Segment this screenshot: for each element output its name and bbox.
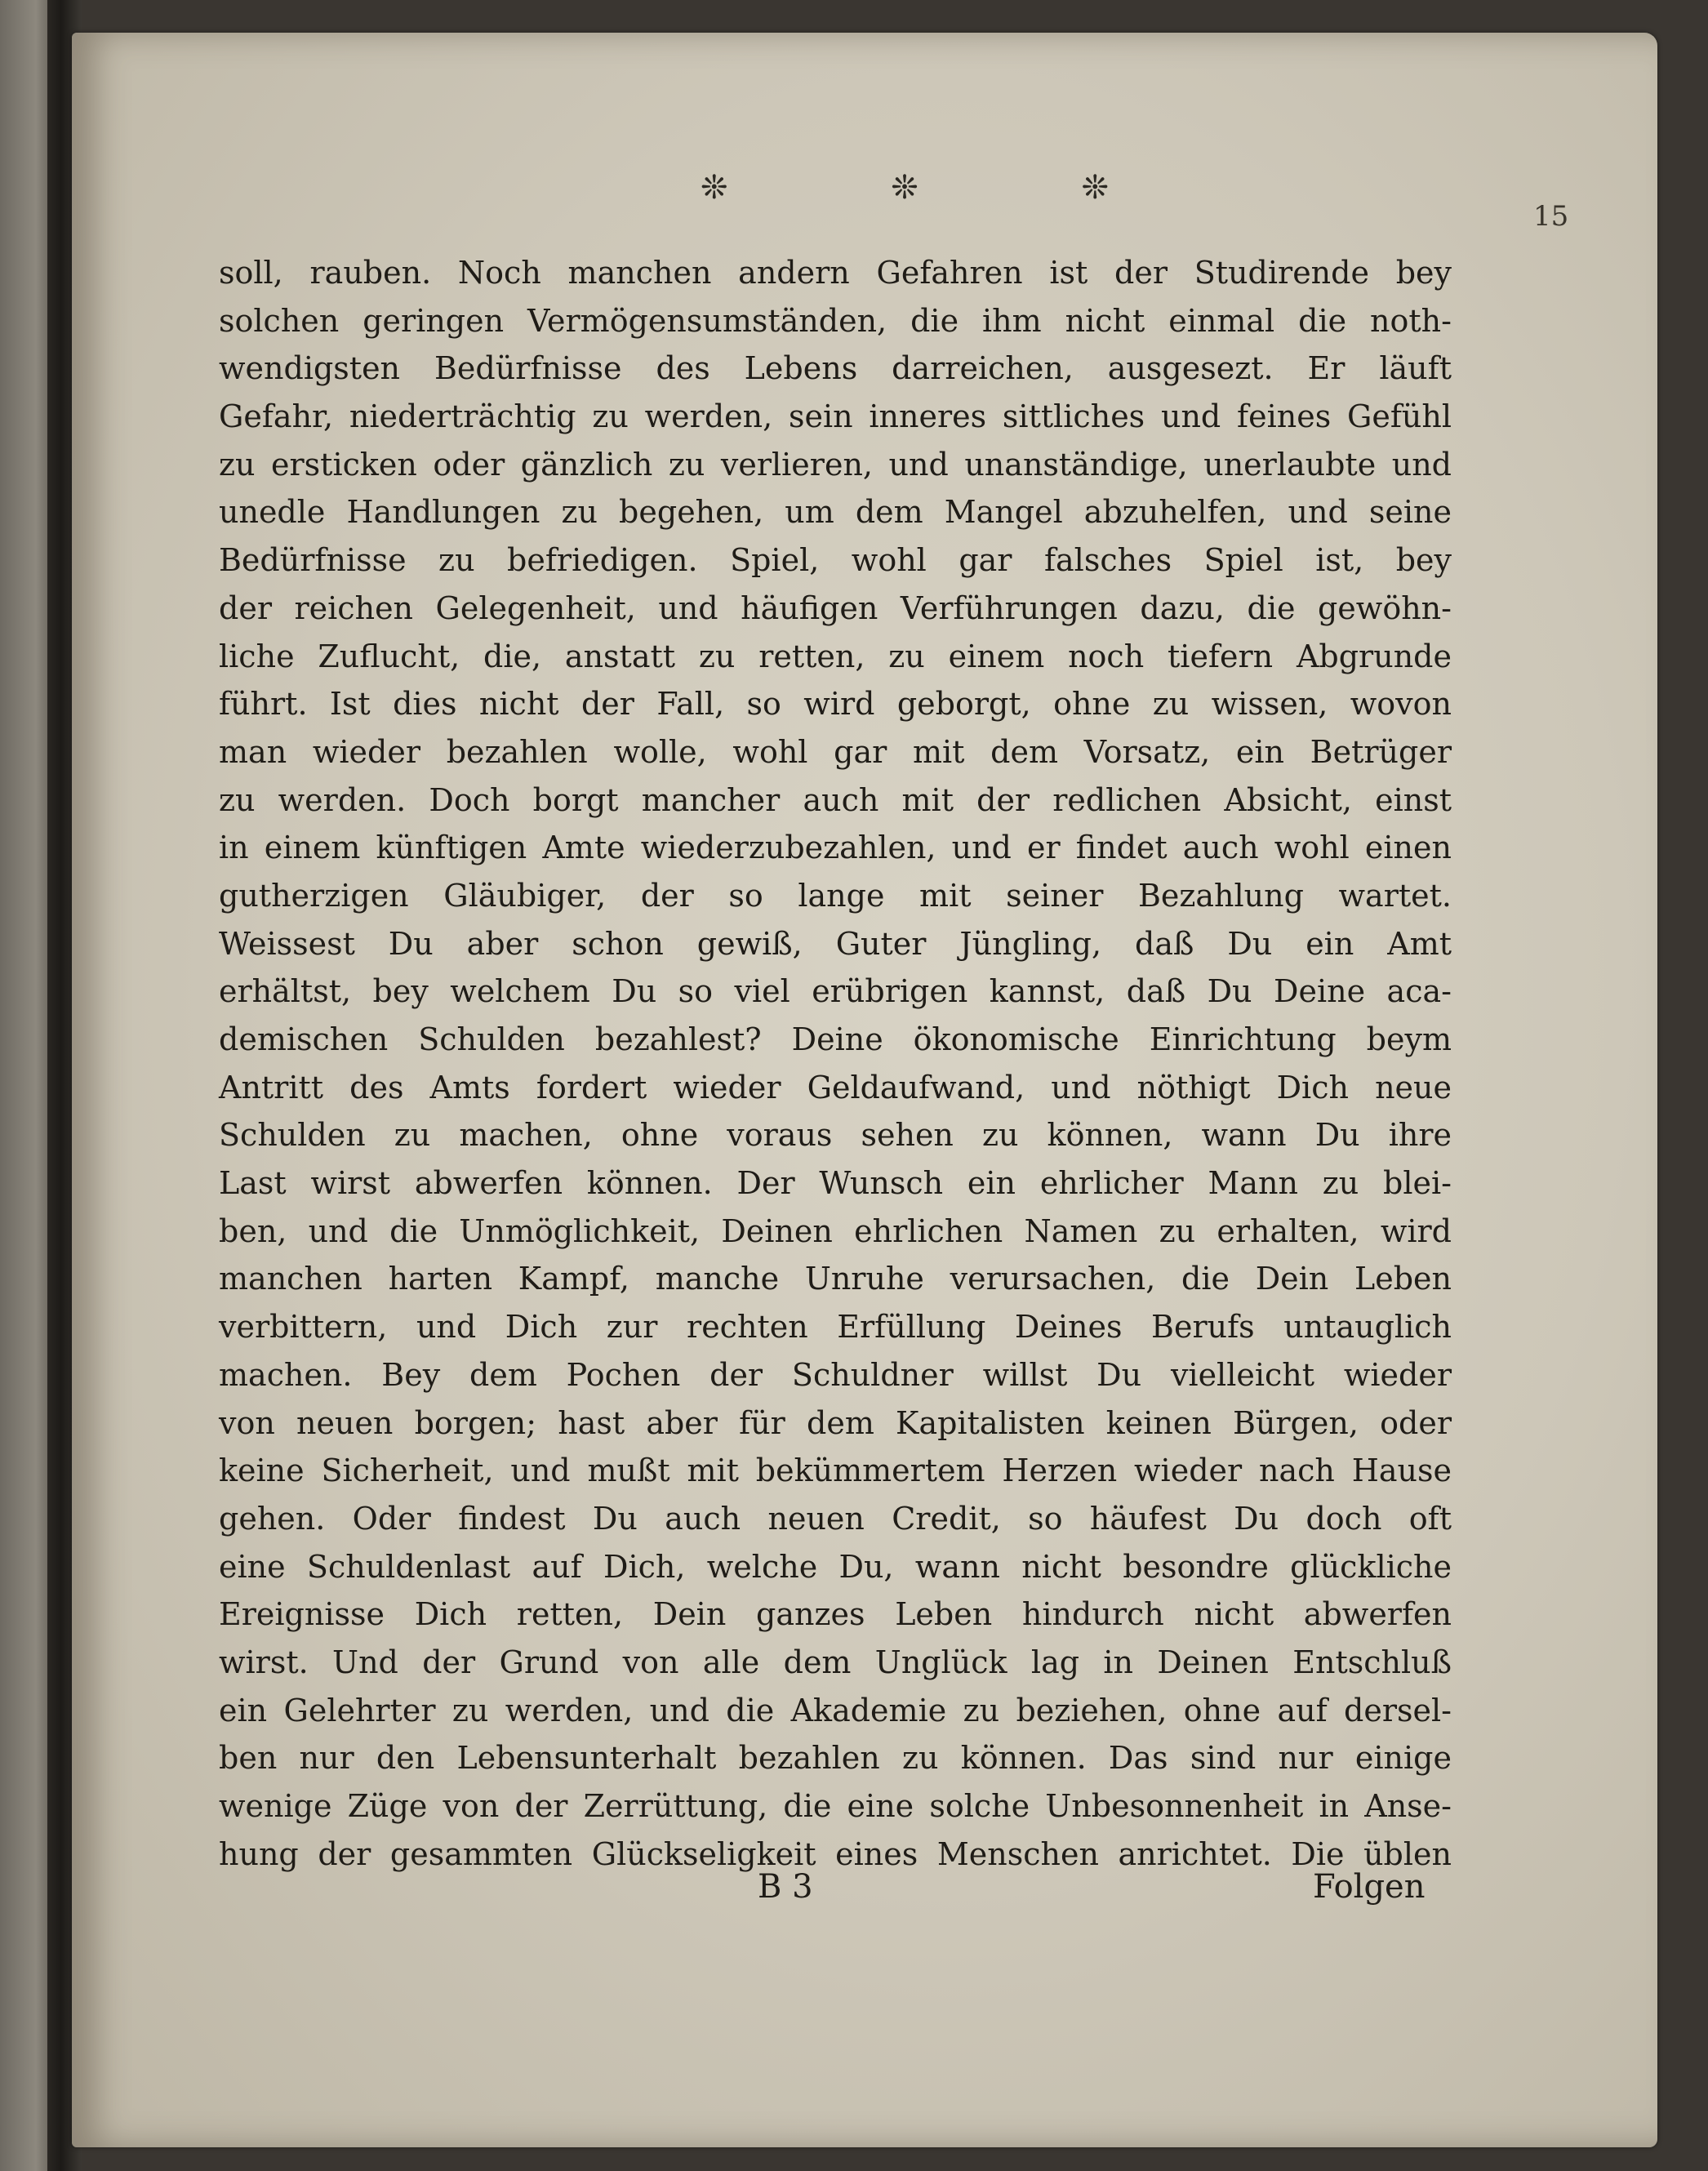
text-line: ben nur den Lebensunterhalt bezahlen zu können. Das sind nur einige (219, 1740, 1452, 1777)
text-line: wendigsten Bedürfnisse des Lebens darreichen, ausgesezt. Er läuft (219, 350, 1452, 387)
text-line: machen. Bey dem Pochen der Schuldner willst Du vielleicht wieder (219, 1356, 1452, 1393)
text-line: erhältst, bey welchem Du so viel erübrigen kannst, daß Du Deine aca- (219, 973, 1452, 1010)
text-line: liche Zuflucht, die, anstatt zu retten, zu einem noch tiefern Abgrunde (219, 638, 1452, 674)
text-line: in einem künftigen Amte wiederzubezahlen, und er findet auch wohl einen (219, 830, 1452, 866)
body-text (219, 249, 1452, 1878)
text-line: zu werden. Doch borgt mancher auch mit der redlichen Absicht, einst (219, 781, 1452, 818)
ornament-icon: ❊ (1081, 169, 1109, 207)
text-line: gehen. Oder findest Du auch neuen Credit, so häufest Du doch oft (219, 1500, 1452, 1537)
text-line: eine Schuldenlast auf Dich, welche Du, wann nicht besondre glückliche (219, 1548, 1452, 1585)
text-line: gutherzigen Gläubiger, der so lange mit seiner Bezahlung wartet. (219, 877, 1452, 914)
text-line: ben, und die Unmöglichkeit, Deinen ehrlichen Namen zu erhalten, wird (219, 1212, 1452, 1249)
text-line: von neuen borgen; hast aber für dem Kapitalisten keinen Bürgen, oder (219, 1404, 1452, 1441)
text-line: ein Gelehrter zu werden, und die Akademie zu beziehen, ohne auf dersel- (219, 1692, 1452, 1728)
book-page (72, 33, 1657, 2147)
text-line: führt. Ist dies nicht der Fall, so wird geborgt, ohne zu wissen, wovon (219, 686, 1452, 723)
text-line: wirst. Und der Grund von alle dem Unglück lag in Deinen Entschluß (219, 1644, 1452, 1680)
text-line: unedle Handlungen zu begehen, um dem Mangel abzuhelfen, und seine (219, 494, 1452, 531)
text-line: verbittern, und Dich zur rechten Erfüllung Deines Berufs untauglich (219, 1309, 1452, 1346)
text-line: Weissest Du aber schon gewiß, Guter Jüngling, daß Du ein Amt (219, 925, 1452, 962)
text-line: zu ersticken oder gänzlich zu verlieren, und unanständige, unerlaubte und (219, 446, 1452, 483)
header-ornaments (701, 163, 1109, 212)
ornament-icon: ❊ (891, 169, 918, 207)
ornament-icon: ❊ (701, 169, 728, 207)
catchword: Folgen (1313, 1868, 1426, 1906)
text-line: demischen Schulden bezahlest? Deine ökonomische Einrichtung beym (219, 1021, 1452, 1057)
text-line: manchen harten Kampf, manche Unruhe verursachen, die Dein Leben (219, 1261, 1452, 1297)
text-line: Schulden zu machen, ohne voraus sehen zu können, wann Du ihre (219, 1117, 1452, 1154)
text-line: keine Sicherheit, und mußt mit bekümmertem Herzen wieder nach Hause (219, 1453, 1452, 1489)
text-line: Antritt des Amts fordert wieder Geldaufwand, und nöthigt Dich neue (219, 1069, 1452, 1106)
text-line: soll, rauben. Noch manchen andern Gefahren ist der Studirende bey (219, 255, 1452, 291)
text-line: wenige Züge von der Zerrüttung, die eine solche Unbesonnenheit in Anse- (219, 1788, 1452, 1824)
text-line: hung der gesammten Glückseligkeit eines Menschen anrichtet. Die üblen (219, 1835, 1452, 1872)
text-line: man wieder bezahlen wolle, wohl gar mit dem Vorsatz, ein Betrüger (219, 733, 1452, 770)
text-line: solchen geringen Vermögensumständen, die ihm nicht einmal die noth- (219, 302, 1452, 339)
page-number: 15 (1533, 200, 1569, 233)
text-line: Gefahr, niederträchtig zu werden, sein inneres sittliches und feines Gefühl (219, 398, 1452, 435)
signature-mark: B 3 (758, 1868, 813, 1906)
text-line: Bedürfnisse zu befriedigen. Spiel, wohl gar falsches Spiel ist, bey (219, 542, 1452, 579)
text-line: Last wirst abwerfen können. Der Wunsch ein ehrlicher Mann zu blei- (219, 1165, 1452, 1202)
text-line: Ereignisse Dich retten, Dein ganzes Leben hindurch nicht abwerfen (219, 1596, 1452, 1633)
text-line: der reichen Gelegenheit, und häufigen Verführungen dazu, die gewöhn- (219, 589, 1452, 626)
